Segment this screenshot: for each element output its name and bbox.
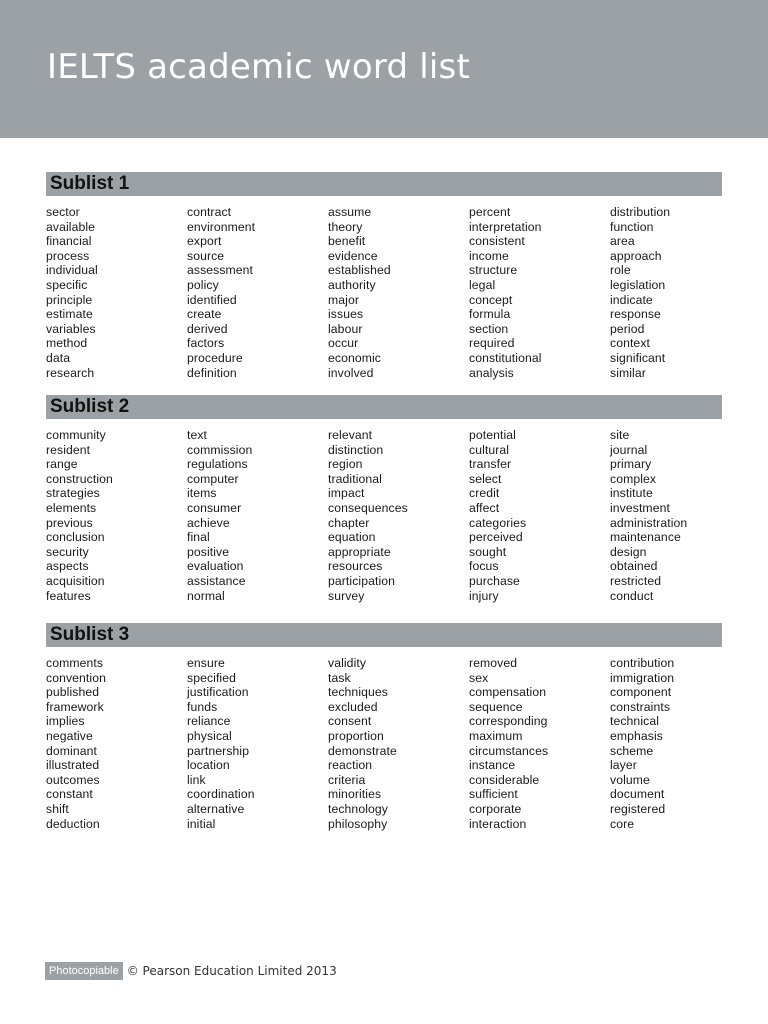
word-item: text [187,428,208,442]
word-item: elements [46,500,97,515]
word-item: computer [187,471,239,486]
word-item: percent [469,205,511,219]
word-item: layer [610,758,637,773]
word-item: labour [328,321,363,336]
word-item: specified [187,670,237,685]
word-item: primary [610,457,652,472]
word-item: compensation [469,685,547,700]
word-grid [46,205,722,380]
word-item: assume [328,205,372,219]
word-item: comments [46,656,104,670]
word-item: achieve [187,515,230,530]
word-item: benefit [328,234,366,249]
word-item: environment [187,219,256,234]
word-item: purchase [469,573,520,588]
sublist-heading: Sublist 3 [46,623,722,647]
word-item: philosophy [328,816,388,831]
sublist-heading: Sublist 2 [46,395,722,419]
word-item: institute [610,486,653,501]
word-item: reliance [187,714,231,729]
word-item: justification [187,685,249,700]
word-column [328,428,469,603]
word-item: focus [469,559,499,574]
word-item: corporate [469,801,522,816]
word-item: conduct [610,588,654,603]
word-item: transfer [469,457,512,472]
word-item: analysis [469,365,514,380]
word-item: credit [469,486,500,501]
word-item: procedure [187,350,243,365]
word-item: data [46,350,71,365]
word-grid [46,656,722,831]
word-item: framework [46,699,104,714]
word-column [469,205,610,380]
word-item: commission [187,442,253,457]
word-item: resources [328,559,383,574]
word-item: legal [469,277,496,292]
word-item: previous [46,515,93,530]
word-item: physical [187,728,232,743]
word-item: identified [187,292,237,307]
word-item: export [187,234,222,249]
word-item: chapter [328,515,370,530]
word-item: restricted [610,573,662,588]
word-item: assistance [187,573,246,588]
word-item: aspects [46,559,89,574]
word-column [469,656,610,831]
word-item: published [46,685,100,700]
word-item: relevant [328,428,373,442]
word-item: factors [187,336,225,351]
word-item: period [610,321,645,336]
sublist-1-section [46,172,722,380]
word-item: component [610,685,672,700]
word-item: constraints [610,699,671,714]
word-column [46,656,187,831]
word-item: involved [328,365,374,380]
word-item: survey [328,588,365,603]
word-item: contract [187,205,232,219]
word-item: role [610,263,631,278]
word-item: validity [328,656,367,670]
word-item: participation [328,573,396,588]
word-item: positive [187,544,230,559]
word-item: outcomes [46,772,100,787]
word-item: cultural [469,442,510,457]
word-item: maximum [469,728,523,743]
word-item: distinction [328,442,384,457]
word-item: traditional [328,471,382,486]
word-item: ensure [187,656,225,670]
word-item: administration [610,515,688,530]
word-item: affect [469,500,500,515]
word-item: techniques [328,685,388,700]
sublist-3-section [46,623,722,831]
word-item: community [46,428,106,442]
word-column [187,656,328,831]
word-item: method [46,336,88,351]
word-item: consequences [328,500,408,515]
word-item: contribution [610,656,675,670]
word-item: established [328,263,391,278]
word-item: potential [469,428,516,442]
word-item: select [469,471,502,486]
word-item: area [610,234,635,249]
word-item: concept [469,292,513,307]
word-item: instance [469,758,516,773]
copyright-notice: © Pearson Education Limited 2013 [126,964,337,978]
word-item: policy [187,277,219,292]
word-item: conclusion [46,530,105,545]
word-item: removed [469,656,518,670]
word-item: injury [469,588,499,603]
word-item: distribution [610,205,671,219]
word-item: consumer [187,500,242,515]
word-item: available [46,219,96,234]
word-item: function [610,219,654,234]
word-item: emphasis [610,728,663,743]
word-item: dominant [46,743,97,758]
word-item: equation [328,530,376,545]
word-item: variables [46,321,96,336]
page-header [0,0,768,138]
word-item: financial [46,234,92,249]
word-item: appropriate [328,544,391,559]
word-item: individual [46,263,98,278]
word-column [46,428,187,603]
word-column [187,205,328,380]
word-item: items [187,486,217,501]
word-item: features [46,588,91,603]
word-item: proportion [328,728,384,743]
word-item: constant [46,787,93,802]
word-item: constitutional [469,350,542,365]
word-item: interaction [469,816,527,831]
word-column [328,656,469,831]
word-item: estimate [46,307,93,322]
word-item: construction [46,471,113,486]
word-item: specific [46,277,88,292]
word-item: approach [610,248,662,263]
page-footer [45,962,337,980]
word-item: document [610,787,665,802]
word-item: create [187,307,222,322]
word-item: excluded [328,699,378,714]
word-item: occur [328,336,359,351]
word-item: design [610,544,647,559]
word-item: shift [46,801,69,816]
word-item: location [187,758,230,773]
word-item: process [46,248,90,263]
word-item: definition [187,365,237,380]
word-item: security [46,544,89,559]
word-item: source [187,248,225,263]
word-item: consent [328,714,372,729]
word-item: circumstances [469,743,549,758]
word-item: response [610,307,661,322]
word-item: sequence [469,699,523,714]
word-item: impact [328,486,365,501]
word-item: registered [610,801,666,816]
word-item: evaluation [187,559,244,574]
word-item: minorities [328,787,382,802]
word-item: acquisition [46,573,105,588]
word-item: research [46,365,95,380]
word-item: alternative [187,801,245,816]
word-item: authority [328,277,376,292]
word-item: convention [46,670,106,685]
word-item: region [328,457,363,472]
word-item: corresponding [469,714,548,729]
word-column [610,656,722,831]
sublist-heading: Sublist 1 [46,172,722,196]
word-item: significant [610,350,666,365]
word-item: perceived [469,530,523,545]
word-item: technology [328,801,388,816]
word-item: principle [46,292,93,307]
word-item: assessment [187,263,254,278]
word-column [469,428,610,603]
word-item: range [46,457,78,472]
word-item: investment [610,500,670,515]
word-item: funds [187,699,218,714]
word-item: strategies [46,486,100,501]
word-item: final [187,530,210,545]
word-item: reaction [328,758,373,773]
word-item: section [469,321,509,336]
word-grid [46,428,722,603]
word-item: illustrated [46,758,100,773]
word-item: formula [469,307,511,322]
word-item: maintenance [610,530,681,545]
word-item: sought [469,544,507,559]
word-item: criteria [328,772,366,787]
word-item: site [610,428,630,442]
word-item: normal [187,588,225,603]
word-item: demonstrate [328,743,397,758]
word-column [328,205,469,380]
word-item: consistent [469,234,525,249]
word-item: economic [328,350,381,365]
word-item: indicate [610,292,653,307]
word-item: similar [610,365,646,380]
word-item: structure [469,263,518,278]
word-item: complex [610,471,657,486]
sublist-2-section [46,395,722,603]
word-item: negative [46,728,93,743]
word-item: evidence [328,248,378,263]
word-item: income [469,248,509,263]
word-item: context [610,336,650,351]
word-item: deduction [46,816,100,831]
word-item: legislation [610,277,666,292]
word-column [610,428,722,603]
word-item: resident [46,442,91,457]
word-item: journal [610,442,648,457]
word-item: sufficient [469,787,518,802]
word-item: technical [610,714,660,729]
word-item: required [469,336,515,351]
word-column [610,205,722,380]
word-item: sector [46,205,80,219]
word-item: initial [187,816,216,831]
word-item: volume [610,772,650,787]
word-item: immigration [610,670,675,685]
word-item: scheme [610,743,654,758]
word-column [187,428,328,603]
word-item: link [187,772,206,787]
word-item: partnership [187,743,250,758]
word-item: regulations [187,457,248,472]
word-item: implies [46,714,85,729]
page-title: IELTS academic word list [47,47,470,87]
word-column [46,205,187,380]
word-item: issues [328,307,364,322]
word-item: major [328,292,359,307]
word-item: theory [328,219,363,234]
word-item: coordination [187,787,255,802]
word-item: considerable [469,772,540,787]
word-item: sex [469,670,489,685]
word-item: interpretation [469,219,542,234]
word-item: obtained [610,559,658,574]
word-item: task [328,670,351,685]
word-item: categories [469,515,527,530]
word-item: core [610,816,635,831]
word-item: derived [187,321,228,336]
photocopiable-badge: Photocopiable [45,962,123,980]
